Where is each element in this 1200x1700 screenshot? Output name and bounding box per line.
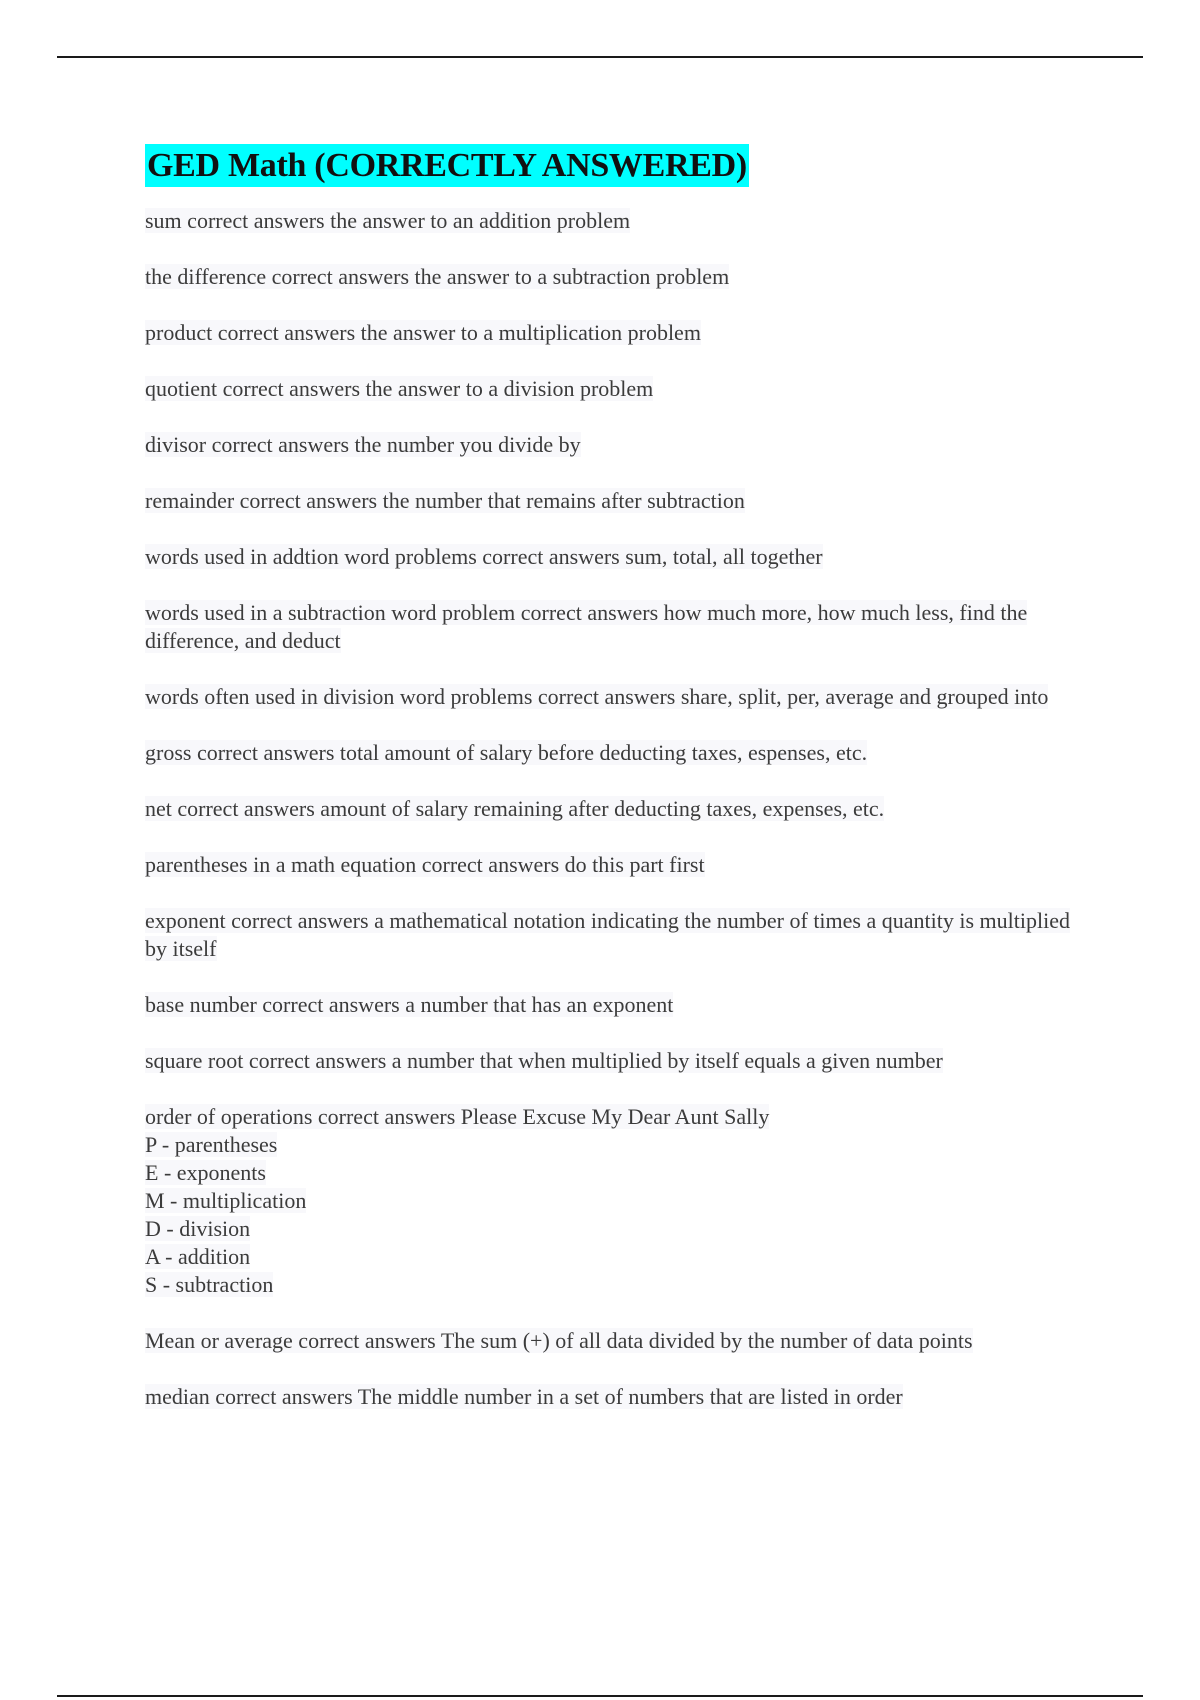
entry-net: net correct answers amount of salary remaining after deducting taxes, expenses, etc. <box>145 796 885 821</box>
entry-square-root: square root correct answers a number that when multiplied by itself equals a given number <box>145 1048 943 1073</box>
entry-median: median correct answers The middle number in a set of numbers that are listed in order <box>145 1384 903 1409</box>
entry-difference: the difference correct answers the answer to a subtraction problem <box>145 264 730 289</box>
entry-divisor: divisor correct answers the number you divide by <box>145 432 581 457</box>
entry-subtraction-words: words used in a subtraction word problem correct answers how much more, how much less, find the difference, and deduct <box>145 600 1028 653</box>
entry-gross: gross correct answers total amount of salary before deducting taxes, espenses, etc. <box>145 740 868 765</box>
list-item: S - subtraction <box>145 1272 274 1297</box>
order-of-operations-list <box>145 1131 1085 1299</box>
entry-sum: sum correct answers the answer to an addition problem <box>145 208 631 233</box>
entry-list <box>145 207 1085 1411</box>
entry-product: product correct answers the answer to a multiplication problem <box>145 320 701 345</box>
top-rule <box>57 56 1143 58</box>
bottom-rule <box>57 1695 1143 1697</box>
entry-parentheses: parentheses in a math equation correct answers do this part first <box>145 852 705 877</box>
list-item: D - division <box>145 1216 251 1241</box>
entry-base-number: base number correct answers a number that has an exponent <box>145 992 674 1017</box>
document-title: GED Math (CORRECTLY ANSWERED) <box>145 144 749 187</box>
entry-quotient: quotient correct answers the answer to a division problem <box>145 376 654 401</box>
order-of-operations-heading: order of operations correct answers Please Excuse My Dear Aunt Sally <box>145 1104 770 1129</box>
list-item: P - parentheses <box>145 1132 278 1157</box>
entry-division-words: words often used in division word problems correct answers share, split, per, average and grouped into <box>145 684 1049 709</box>
entry-addition-words: words used in addtion word problems correct answers sum, total, all together <box>145 544 823 569</box>
list-item: A - addition <box>145 1244 251 1269</box>
entry-mean: Mean or average correct answers The sum (+) of all data divided by the number of data points <box>145 1328 973 1353</box>
list-item: M - multiplication <box>145 1188 307 1213</box>
entry-exponent: exponent correct answers a mathematical notation indicating the number of times a quantity is multiplied by itself <box>145 908 1070 961</box>
entry-order-of-operations <box>145 1103 1085 1299</box>
entry-remainder: remainder correct answers the number that remains after subtraction <box>145 488 745 513</box>
document-body <box>145 144 1085 1439</box>
list-item: E - exponents <box>145 1160 266 1185</box>
